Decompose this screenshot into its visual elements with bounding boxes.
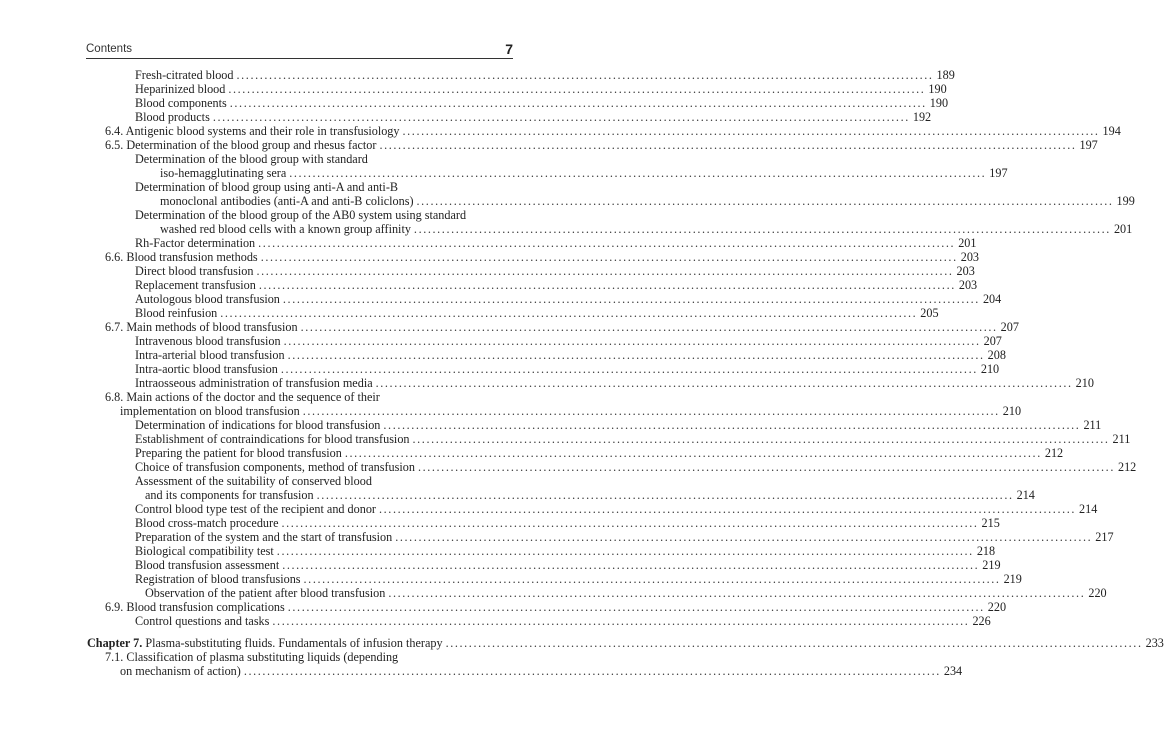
toc-line	[0, 222, 1133, 236]
toc-entry[interactable]	[135, 292, 1002, 306]
toc-line	[0, 390, 600, 404]
toc-entry[interactable]	[105, 124, 1121, 138]
toc-line	[0, 250, 979, 264]
toc-line	[0, 650, 600, 664]
toc-entry-title: Plasma-substituting fluids. Fundamentals of infusion therapy	[145, 636, 443, 650]
toc-entry-page: 189	[936, 68, 955, 82]
toc-entry[interactable]	[135, 432, 1131, 446]
toc-entry[interactable]	[135, 264, 975, 278]
toc-line	[0, 404, 1022, 418]
toc-line	[0, 636, 1164, 650]
toc-line	[0, 264, 975, 278]
toc-entry-title: Determination of the blood group with standard	[135, 152, 368, 166]
toc-entry[interactable]	[120, 664, 963, 678]
toc-entry-page: 203	[958, 278, 978, 292]
toc-dot-leader: ......................................................................................................................................................	[402, 124, 1100, 138]
toc-line	[0, 180, 600, 194]
toc-dot-leader: ......................................................................................................................................................	[229, 96, 927, 110]
toc-line	[0, 572, 1022, 586]
chapter-label: Chapter 7.	[87, 636, 143, 650]
toc-entry-page: 219	[982, 558, 1001, 572]
toc-line	[0, 530, 1114, 544]
toc-entry[interactable]	[145, 488, 1035, 502]
toc-entry-page: 205	[920, 306, 939, 320]
toc-dot-leader: ......................................................................................................................................................	[212, 110, 910, 124]
toc-entry-title: Intra-aortic blood transfusion	[135, 362, 278, 376]
toc-dot-leader: ......................................................................................................................................................	[413, 222, 1111, 236]
toc-entry-title: Intravenous blood transfusion	[135, 334, 281, 348]
toc-line	[0, 82, 947, 96]
toc-entry-page: 199	[1116, 194, 1135, 208]
toc-entry[interactable]	[135, 460, 1137, 474]
toc-entry-title: 6.5. Determination of the blood group and rhesus factor	[105, 138, 377, 152]
toc-entry[interactable]	[135, 306, 939, 320]
page-number: 7	[505, 41, 513, 57]
toc-line	[0, 334, 1002, 348]
toc-line	[0, 348, 1006, 362]
toc-line	[0, 194, 1135, 208]
toc-entry[interactable]	[135, 572, 1022, 586]
toc-entry-page: 214	[1016, 488, 1035, 502]
toc-entry[interactable]	[135, 516, 1000, 530]
toc-entry-title: Blood transfusion assessment	[135, 558, 280, 572]
toc-entry[interactable]	[105, 250, 979, 264]
toc-entry-page: 218	[976, 544, 996, 558]
toc-entry[interactable]	[135, 362, 1000, 376]
toc-entry[interactable]	[135, 446, 1064, 460]
toc-entry-page: 211	[1112, 432, 1131, 446]
toc-entry[interactable]	[135, 558, 1001, 572]
toc-entry-title: 7.1. Classification of plasma substituting liquids (depending	[105, 650, 399, 664]
toc-dot-leader: ......................................................................................................................................................	[303, 572, 1001, 586]
toc-entry-title: Determination of blood group using anti-A and anti-B	[135, 180, 399, 194]
toc-entry-page: 217	[1095, 530, 1114, 544]
toc-entry-title: Preparation of the system and the start of transfusion	[135, 530, 393, 544]
toc-dot-leader: ......................................................................................................................................................	[258, 236, 956, 250]
toc-entry-title: on mechanism of action)	[120, 664, 241, 678]
toc-entry[interactable]	[160, 166, 1008, 180]
toc-entry-title: and its components for transfusion	[145, 488, 314, 502]
toc-dot-leader: ......................................................................................................................................................	[395, 530, 1093, 544]
toc-entry-page: 219	[1003, 572, 1022, 586]
toc-entry-title: Observation of the patient after blood transfusion	[145, 586, 386, 600]
toc-dot-leader: ......................................................................................................................................................	[281, 516, 979, 530]
toc-entry[interactable]	[145, 586, 1107, 600]
toc-line	[0, 68, 955, 82]
toc-entry-page: 226	[972, 614, 991, 628]
toc-entry-title: Control blood type test of the recipient and donor	[135, 502, 376, 516]
toc-line	[0, 292, 1002, 306]
toc-entry-page: 220	[1088, 586, 1107, 600]
toc-entry-page: 208	[987, 348, 1006, 362]
toc-line	[0, 208, 600, 222]
toc-entry-title: Determination of the blood group of the AB0 system using standard	[135, 208, 467, 222]
toc-dot-leader: ......................................................................................................................................................	[256, 264, 954, 278]
toc-line	[0, 488, 1035, 502]
toc-line	[0, 516, 1000, 530]
toc-dot-leader: ......................................................................................................................................................	[287, 600, 985, 614]
toc-line	[0, 460, 1137, 474]
toc-entry[interactable]	[135, 236, 977, 250]
toc-line	[0, 558, 1001, 572]
toc-entry-page: 211	[1083, 418, 1102, 432]
toc-line	[0, 166, 1008, 180]
toc-entry-title: Blood cross-match procedure	[135, 516, 279, 530]
toc-dot-leader: ......................................................................................................................................................	[276, 544, 974, 558]
toc-entry[interactable]	[105, 600, 1007, 614]
toc-line	[0, 362, 1000, 376]
toc-entry[interactable]	[135, 82, 947, 96]
toc-line	[0, 586, 1107, 600]
toc-line	[0, 320, 1019, 334]
toc-dot-leader: ......................................................................................................................................................	[417, 460, 1115, 474]
toc-entry-page: 201	[1113, 222, 1133, 236]
toc-dot-leader: ......................................................................................................................................................	[282, 558, 980, 572]
toc-line	[0, 236, 977, 250]
toc-line	[0, 152, 600, 166]
toc-line	[0, 376, 1094, 390]
toc-dot-leader: ......................................................................................................................................................	[412, 432, 1110, 446]
toc-entry-page: 220	[987, 600, 1007, 614]
toc-entry-page: 203	[956, 264, 975, 278]
toc-entry-page: 204	[982, 292, 1002, 306]
toc-entry[interactable]	[135, 502, 1098, 516]
toc-dot-leader: ......................................................................................................................................................	[282, 292, 980, 306]
toc-entry[interactable]	[135, 278, 978, 292]
toc-entry-title: washed red blood cells with a known group affinity	[160, 222, 411, 236]
toc-entry-page: 201	[958, 236, 977, 250]
toc-entry-page: 197	[989, 166, 1008, 180]
toc-entry-title: Autologous blood transfusion	[135, 292, 280, 306]
toc-dot-leader: ......................................................................................................................................................	[375, 376, 1073, 390]
toc-dot-leader: ......................................................................................................................................................	[388, 586, 1086, 600]
toc-entry-title: Control questions and tasks	[135, 614, 270, 628]
toc-line	[0, 474, 600, 488]
toc-entry-page: 214	[1079, 502, 1098, 516]
toc-entry[interactable]	[135, 348, 1006, 362]
toc-line	[0, 124, 1121, 138]
toc-entry-title: 6.7. Main methods of blood transfusion	[105, 320, 298, 334]
toc-entry[interactable]	[135, 544, 996, 558]
toc-entry[interactable]	[135, 96, 949, 110]
toc-entry[interactable]	[135, 334, 1002, 348]
toc-line	[0, 96, 949, 110]
toc-entry-page: 190	[928, 82, 947, 96]
toc-dot-leader: ......................................................................................................................................................	[258, 278, 956, 292]
toc-entry-page: 210	[980, 362, 1000, 376]
toc-line	[0, 600, 1007, 614]
toc-dot-leader: ......................................................................................................................................................	[300, 320, 998, 334]
toc-entry-title: Rh-Factor determination	[135, 236, 256, 250]
toc-entry-title: 6.4. Antigenic blood systems and their role in transfusiology	[105, 124, 400, 138]
toc-entry-page: 210	[1002, 404, 1022, 418]
toc-entry-page: 233	[1145, 636, 1164, 650]
toc-entry[interactable]	[135, 376, 1094, 390]
toc-line	[0, 306, 939, 320]
toc-entry-title: Biological compatibility test	[135, 544, 274, 558]
toc-dot-leader: ......................................................................................................................................................	[220, 306, 918, 320]
toc-dot-leader: ......................................................................................................................................................	[445, 636, 1143, 650]
toc-line	[0, 664, 963, 678]
toc-dot-leader: ......................................................................................................................................................	[344, 446, 1042, 460]
toc-entry-title: Establishment of contraindications for blood transfusion	[135, 432, 410, 446]
toc-dot-leader: ......................................................................................................................................................	[236, 68, 934, 82]
toc-entry-page: 207	[1000, 320, 1019, 334]
running-header	[86, 38, 513, 59]
toc-entry-title: Blood products	[135, 110, 210, 124]
toc-entry-page: 197	[1079, 138, 1098, 152]
toc-entry-title: Blood reinfusion	[135, 306, 218, 320]
toc-dot-leader: ......................................................................................................................................................	[316, 488, 1014, 502]
toc-entry-title: Fresh-citrated blood	[135, 68, 234, 82]
toc-dot-leader: ......................................................................................................................................................	[379, 502, 1077, 516]
header-title: Contents	[86, 43, 133, 55]
toc-dot-leader: ......................................................................................................................................................	[280, 362, 978, 376]
toc-entry-title: 6.6. Blood transfusion methods	[105, 250, 258, 264]
toc-entry[interactable]	[135, 418, 1102, 432]
toc-entry-page: 212	[1117, 460, 1137, 474]
toc-entry-title: 6.8. Main actions of the doctor and the sequence of their	[105, 390, 380, 404]
toc-chapter-heading	[87, 636, 443, 650]
toc-entry-page: 194	[1102, 124, 1121, 138]
toc-dot-leader: ......................................................................................................................................................	[243, 664, 941, 678]
toc-entry-page: 203	[960, 250, 979, 264]
toc-dot-leader: ......................................................................................................................................................	[383, 418, 1081, 432]
toc-line	[0, 138, 1098, 152]
toc-dot-leader: ......................................................................................................................................................	[228, 82, 926, 96]
toc-entry-title: implementation on blood transfusion	[120, 404, 300, 418]
toc-entry-title: Registration of blood transfusions	[135, 572, 301, 586]
toc-entry-page: 215	[981, 516, 1000, 530]
toc-dot-leader: ......................................................................................................................................................	[272, 614, 970, 628]
toc-line	[0, 446, 1064, 460]
toc-entry-title: 6.9. Blood transfusion complications	[105, 600, 285, 614]
toc-dot-leader: ......................................................................................................................................................	[287, 348, 985, 362]
toc-chapter-entry[interactable]	[87, 636, 1164, 650]
toc-entry[interactable]	[160, 194, 1135, 208]
toc-entry[interactable]	[135, 530, 1114, 544]
toc-dot-leader: ......................................................................................................................................................	[289, 166, 987, 180]
toc-entry-title: iso-hemagglutinating sera	[160, 166, 287, 180]
toc-entry-page: 207	[983, 334, 1002, 348]
toc-dot-leader: ......................................................................................................................................................	[416, 194, 1114, 208]
toc-entry[interactable]	[105, 320, 1019, 334]
toc-entry-title: Blood components	[135, 96, 227, 110]
toc-entry-title: Replacement transfusion	[135, 278, 256, 292]
toc-entry-page: 210	[1075, 376, 1094, 390]
toc-entry-page: 192	[912, 110, 932, 124]
toc-entry-title: Heparinized blood	[135, 82, 226, 96]
toc-entry-title: Preparing the patient for blood transfusion	[135, 446, 342, 460]
toc-entry-title: Choice of transfusion components, method of transfusion	[135, 460, 415, 474]
toc-dot-leader: ......................................................................................................................................................	[283, 334, 981, 348]
toc-line	[0, 432, 1131, 446]
toc-entry-title: Assessment of the suitability of conserved blood	[135, 474, 372, 488]
toc-entry[interactable]	[105, 138, 1098, 152]
toc-dot-leader: ......................................................................................................................................................	[379, 138, 1077, 152]
toc-entry[interactable]	[135, 614, 991, 628]
toc-entry[interactable]	[135, 110, 932, 124]
toc-line	[0, 278, 978, 292]
toc-entry-page: 234	[943, 664, 963, 678]
toc-line	[0, 544, 996, 558]
toc-entry-page: 212	[1044, 446, 1064, 460]
toc-line	[0, 502, 1098, 516]
toc-line	[0, 614, 991, 628]
toc-entry[interactable]	[120, 404, 1022, 418]
toc-entry-title: Direct blood transfusion	[135, 264, 254, 278]
toc-line	[0, 418, 1102, 432]
toc-entry[interactable]	[160, 222, 1133, 236]
toc-dot-leader: ......................................................................................................................................................	[260, 250, 958, 264]
toc-entry-page: 190	[929, 96, 949, 110]
toc-dot-leader: ......................................................................................................................................................	[302, 404, 1000, 418]
toc-entry-title: Intra-arterial blood transfusion	[135, 348, 285, 362]
toc-entry[interactable]	[135, 68, 955, 82]
toc-entry-title: monoclonal antibodies (anti-A and anti-B coliclons)	[160, 194, 414, 208]
toc-entry-title: Intraosseous administration of transfusion media	[135, 376, 373, 390]
toc-line	[0, 110, 932, 124]
toc-entry-title: Determination of indications for blood transfusion	[135, 418, 381, 432]
